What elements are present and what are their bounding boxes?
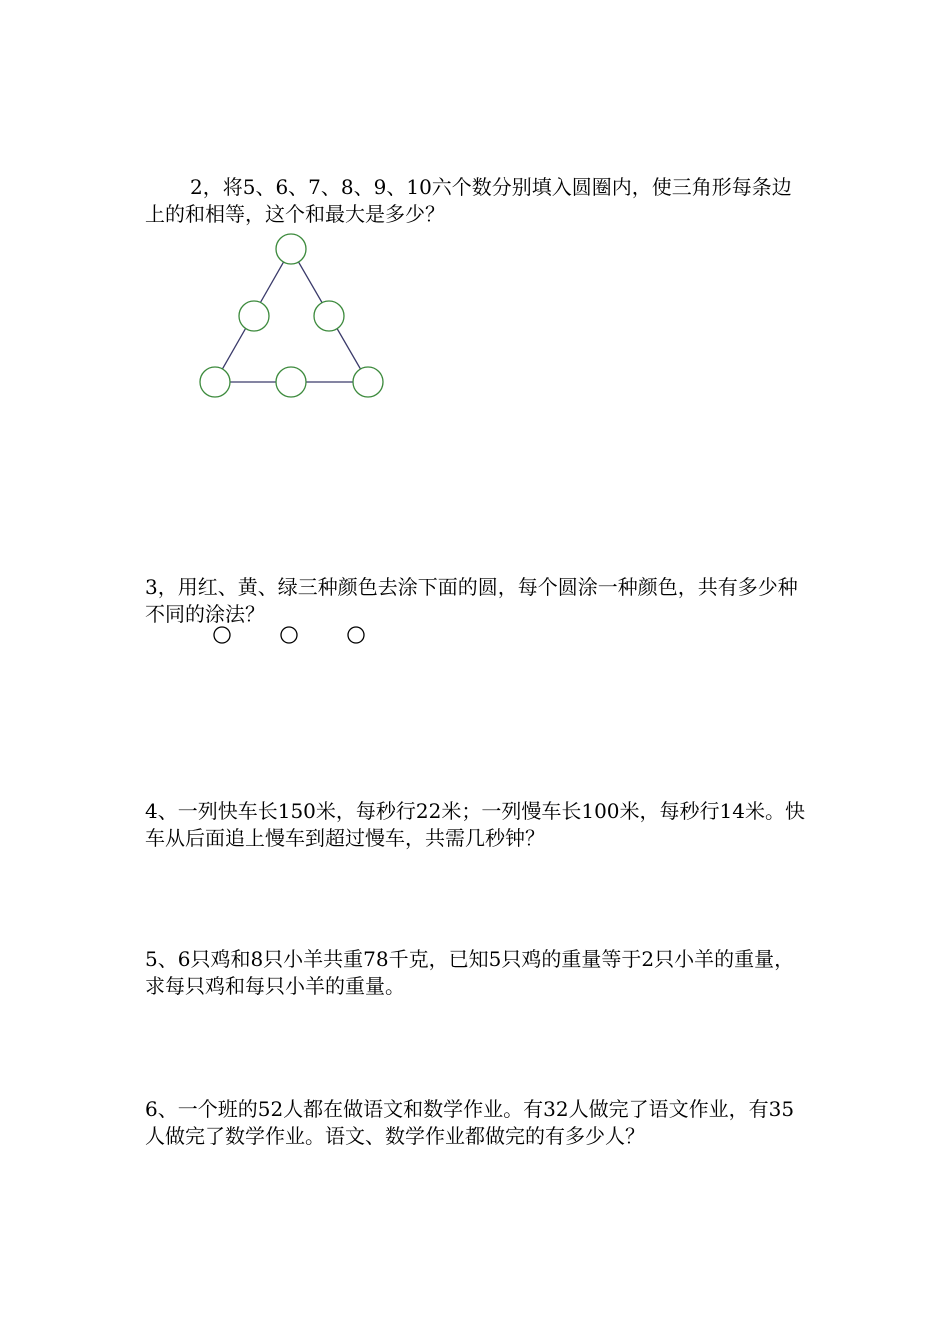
problem-6-text: 6、一个班的52人都在做语文和数学作业。有32人做完了语文作业，有35人做完了数学作业。语文、数学作业都做完的有多少人？	[145, 1097, 795, 1148]
problem-2-text: 2，将5、6、7、8、9、10六个数分别填入圆圈内，使三角形每条边上的和相等，这个和最大是多少？	[145, 175, 792, 226]
problem-5-text: 5、6只鸡和8只小羊共重78千克，已知5只鸡的重量等于2只小羊的重量，求每只鸡和每只小羊的重量。	[145, 947, 795, 998]
triangle-circle-top	[276, 234, 306, 264]
color-circle-1	[214, 627, 230, 643]
problem-2	[145, 174, 810, 228]
problem-5	[145, 946, 810, 1000]
problem-3-text: 3，用红、黄、绿三种颜色去涂下面的圆，每个圆涂一种颜色，共有多少种不同的涂法？	[145, 575, 798, 626]
triangle-diagram	[195, 230, 395, 400]
three-circles	[210, 623, 380, 647]
problem-3	[145, 574, 810, 628]
triangle-circle-bottom-right	[353, 367, 383, 397]
triangle-circle-bottom-left	[200, 367, 230, 397]
color-circle-2	[281, 627, 297, 643]
problem-6	[145, 1096, 810, 1150]
problem-4-text: 4、一列快车长150米，每秒行22米；一列慢车长100米，每秒行14米。快车从后面追上慢车到超过慢车，共需几秒钟？	[145, 799, 805, 850]
color-circle-3	[348, 627, 364, 643]
problem-4	[145, 798, 810, 852]
triangle-circle-mid-right	[314, 301, 344, 331]
triangle-circle-bottom-mid	[276, 367, 306, 397]
triangle-circle-mid-left	[239, 301, 269, 331]
